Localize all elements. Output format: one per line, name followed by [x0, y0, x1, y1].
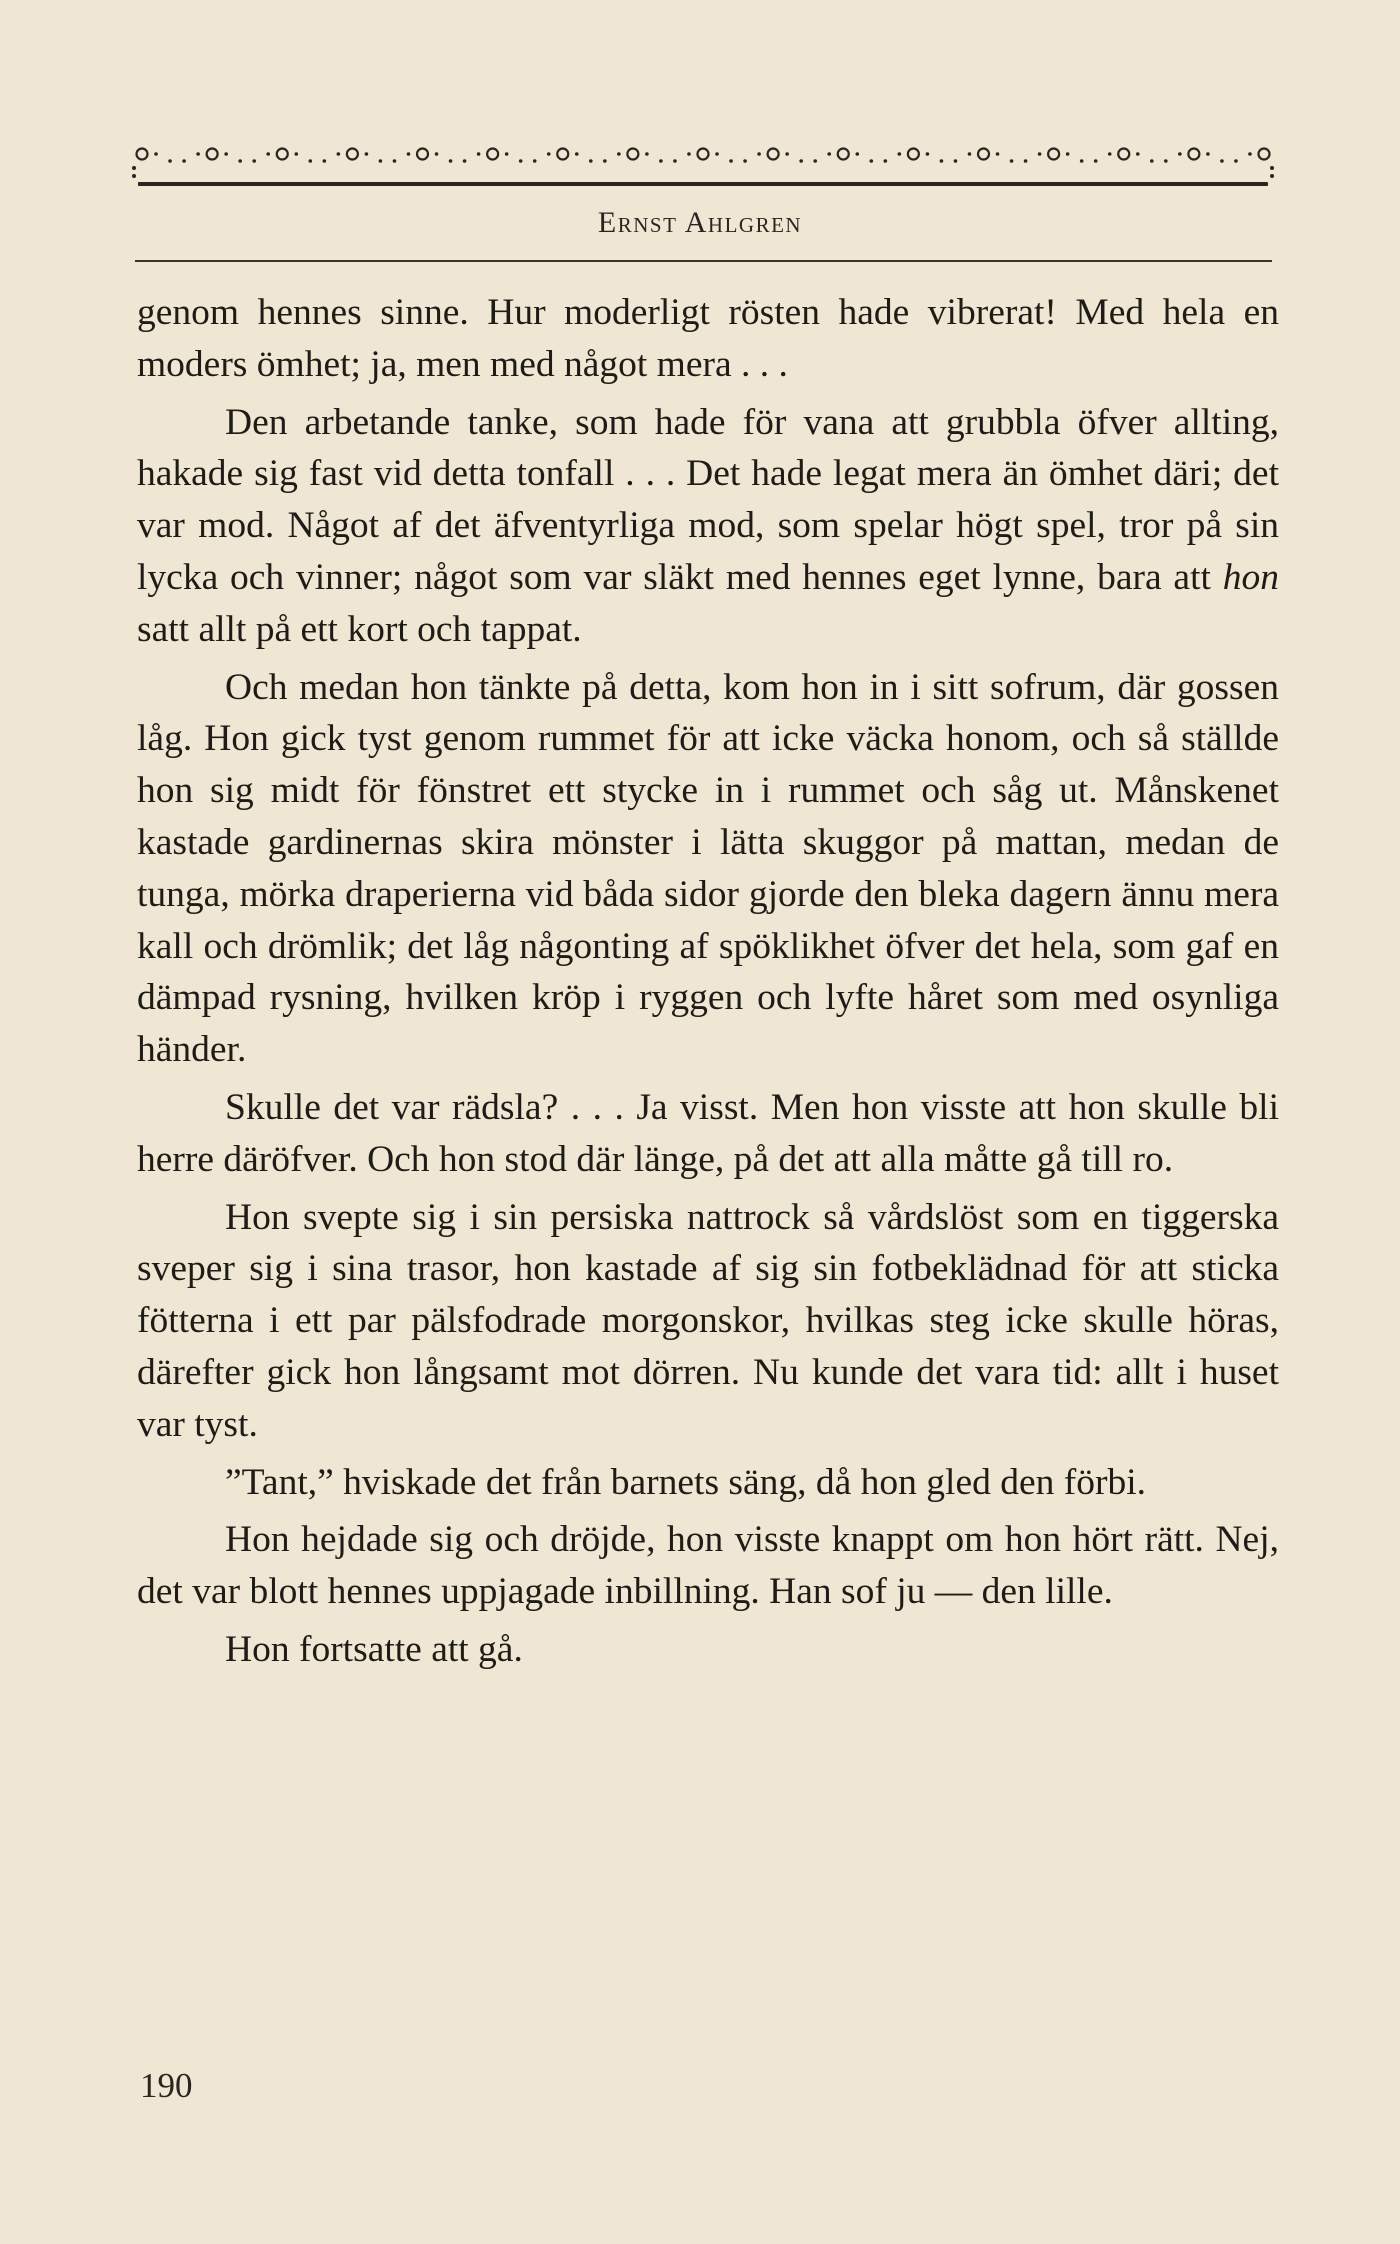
- text-run: Hon hejdade sig och dröjde, hon visste knappt om hon hört rätt. Nej, det var blott hennes uppjagade inbillning. Han sof ju — den lille.: [137, 1519, 1279, 1613]
- paragraph: [137, 1457, 1279, 1509]
- paragraph: [137, 287, 1279, 391]
- text-run: satt allt på ett kort och tappat.: [137, 608, 582, 650]
- page-number: 190: [140, 2066, 193, 2105]
- header-rule: [135, 260, 1272, 262]
- text-run: Den arbetande tanke, som hade för vana att grubbla öfver allting, hakade sig fast vid detta tonfall . . . Det hade legat mera än ömhet däri; det var mod. Något af det äfventyrliga mod, som spelar högt spel, tror på sin lycka och vinner; något som var släkt med hennes eget lynne, bara att: [137, 401, 1279, 598]
- paragraph: [137, 1192, 1279, 1451]
- running-head: Ernst Ahlgren: [597, 206, 803, 239]
- text-run: Skulle det var rädsla? . . . Ja visst. Men hon visste att hon skulle bli herre däröfver. Och hon stod där länge, på det att alla måtte gå till ro.: [137, 1086, 1279, 1180]
- paragraph: [137, 1624, 1279, 1676]
- decorative-ornament-border: [132, 124, 1274, 204]
- paragraph: [137, 662, 1279, 1076]
- text-run: Hon fortsatte att gå.: [225, 1628, 523, 1670]
- paragraph: [137, 1514, 1279, 1618]
- body-text: [137, 287, 1279, 1676]
- text-run: Och medan hon tänkte på detta, kom hon in i sitt sofrum, där gossen låg. Hon gick tyst genom rummet för att icke väcka honom, och så ställde hon sig midt för fönstret ett stycke in i rummet och såg ut. Månskenet kastade gardinernas skira mönster i lätta skuggor på mattan, medan de tunga, mörka draperierna vid båda sidor gjorde den bleka dagern ännu mera kall och drömlik; det låg någonting af spöklikhet öfver det hela, som gaf en dämpad rysning, hvilken kröp i ryggen och lyfte håret som med osynliga händer.: [137, 666, 1279, 1071]
- text-run: ”Tant,” hviskade det från barnets säng, då hon gled den förbi.: [225, 1461, 1147, 1503]
- emphasized-text: hon: [1222, 556, 1279, 598]
- paragraph: [137, 397, 1279, 656]
- paragraph: [137, 1082, 1279, 1186]
- text-run: genom hennes sinne. Hur moderligt rösten hade vibrerat! Med hela en moders ömhet; ja, men med något mera . . .: [137, 292, 1279, 385]
- text-run: Hon svepte sig i sin persiska nattrock så vårdslöst som en tiggerska sveper sig i sina trasor, hon kastade af sig sin fotbeklädnad för att sticka fötterna i ett par pälsfodrade morgonskor, hvilkas steg icke skulle höras, därefter gick hon långsamt mot dörren. Nu kunde det vara tid: allt i huset var tyst.: [137, 1196, 1279, 1445]
